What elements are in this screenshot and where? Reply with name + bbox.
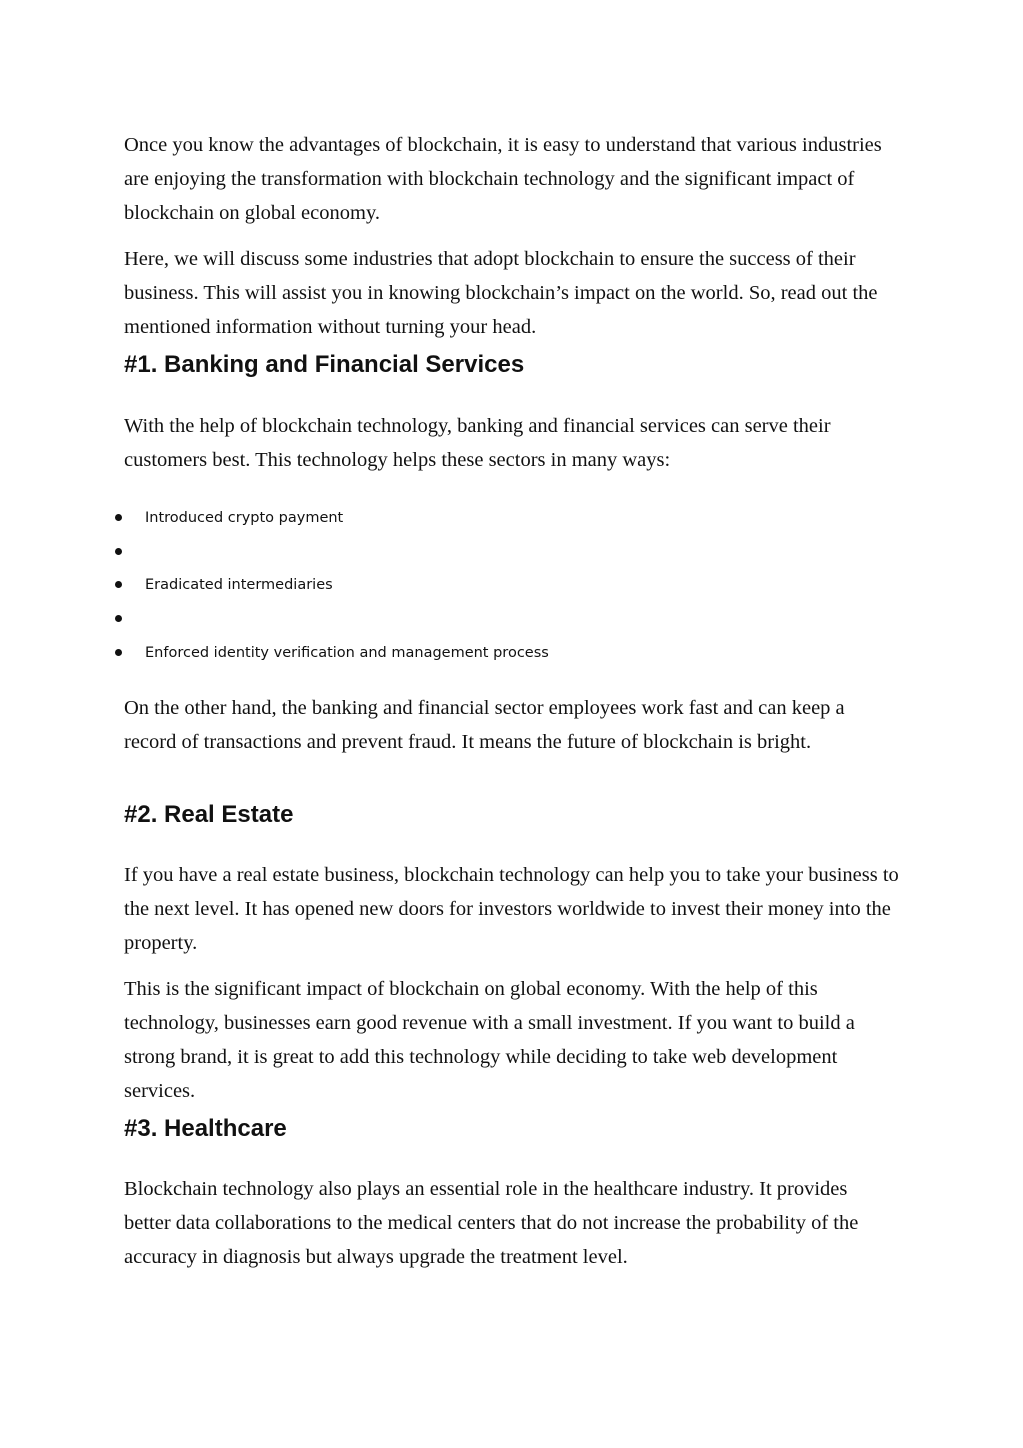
list-item bbox=[112, 606, 812, 640]
bullet-text: Eradicated intermediaries bbox=[145, 577, 333, 594]
banking-paragraph-1: With the help of blockchain technology, banking and financial services can serve their customers best. This technology helps these sectors in many ways: bbox=[124, 415, 831, 471]
healthcare-paragraph-1: Blockchain technology also plays an essential role in the healthcare industry. It provides better data collaborations to the medical centers that do not increase the probability of the accuracy in diagnosis but always upgrade the treatment level. bbox=[124, 1178, 859, 1268]
list-item bbox=[112, 640, 812, 674]
banking-bullet-list bbox=[112, 505, 812, 673]
intro-paragraph-2: Here, we will discuss some industries that adopt blockchain to ensure the success of their business. This will assist you in knowing blockchain’s impact on the world. So, read out the mentioned information without turning your head. bbox=[124, 248, 878, 338]
bullet-icon bbox=[115, 649, 122, 656]
heading-banking: #1. Banking and Financial Services bbox=[124, 351, 525, 378]
bullet-icon bbox=[115, 514, 122, 521]
intro-paragraph-1: Once you know the advantages of blockchain, it is easy to understand that various industries are enjoying the transformation with blockchain technology and the significant impact of blockchain on global economy. bbox=[124, 134, 882, 224]
bullet-text: Introduced crypto payment bbox=[145, 510, 344, 526]
realestate-paragraph-1: If you have a real estate business, blockchain technology can help you to take your business to the next level. It has opened new doors for investors worldwide to invest their money into the property. bbox=[124, 864, 899, 954]
list-item bbox=[112, 505, 812, 539]
heading-healthcare: #3. Healthcare bbox=[124, 1115, 287, 1142]
bullet-icon bbox=[115, 615, 122, 622]
realestate-paragraph-2: This is the significant impact of blockchain on global economy. With the help of this technology, businesses earn good revenue with a small investment. If you want to build a strong brand, it is great to add this technology while deciding to take web development services. bbox=[124, 978, 855, 1102]
list-item bbox=[112, 572, 812, 606]
bullet-text: Enforced identity verification and management process bbox=[145, 644, 549, 661]
bullet-icon bbox=[115, 581, 122, 588]
heading-real-estate: #2. Real Estate bbox=[124, 801, 294, 828]
list-item bbox=[112, 539, 812, 573]
banking-paragraph-2: On the other hand, the banking and financial sector employees work fast and can keep a record of transactions and prevent fraud. It means the future of blockchain is bright. bbox=[124, 697, 845, 753]
bullet-icon bbox=[115, 548, 122, 555]
